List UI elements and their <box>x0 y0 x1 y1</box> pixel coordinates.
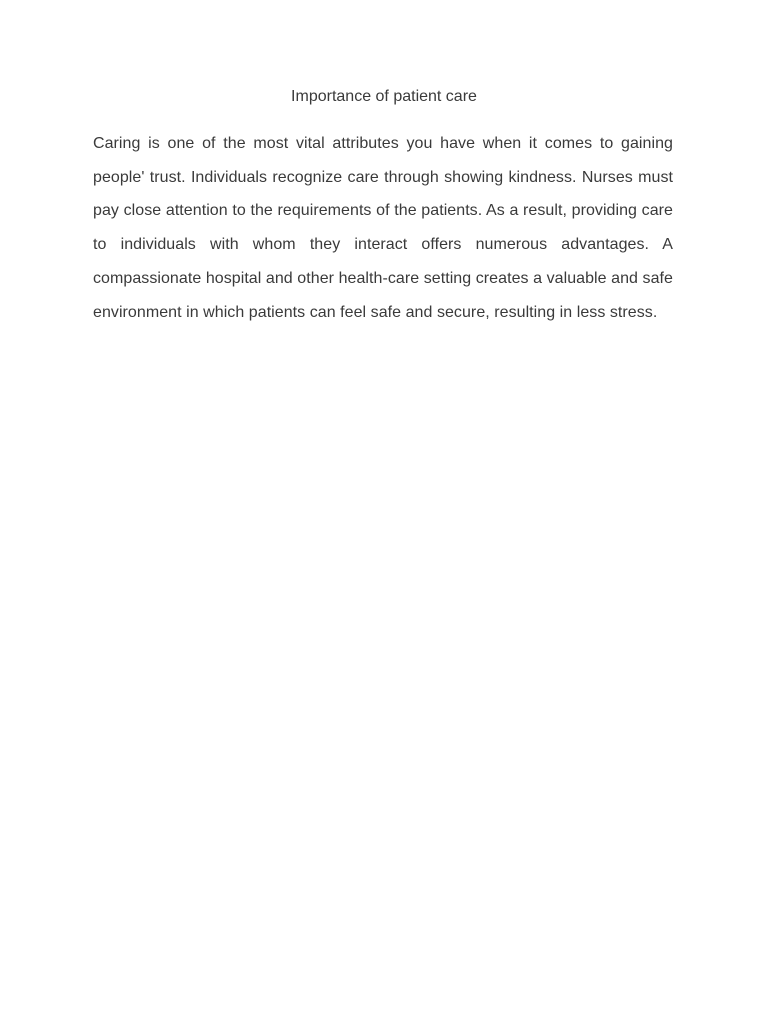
document-title: Importance of patient care <box>291 88 477 105</box>
document-paragraph: Caring is one of the most vital attributes you have when it comes to gaining people' trust. Individuals recognize care through showing kindness. Nurses must pay close attention to the requirements of the patients. As a result, providing care to individuals with whom they interact offers numerous advantages. A compassionate hospital and other health-care setting creates a valuable and safe environment in which patients can feel safe and secure, resulting in less stress. <box>93 135 673 321</box>
